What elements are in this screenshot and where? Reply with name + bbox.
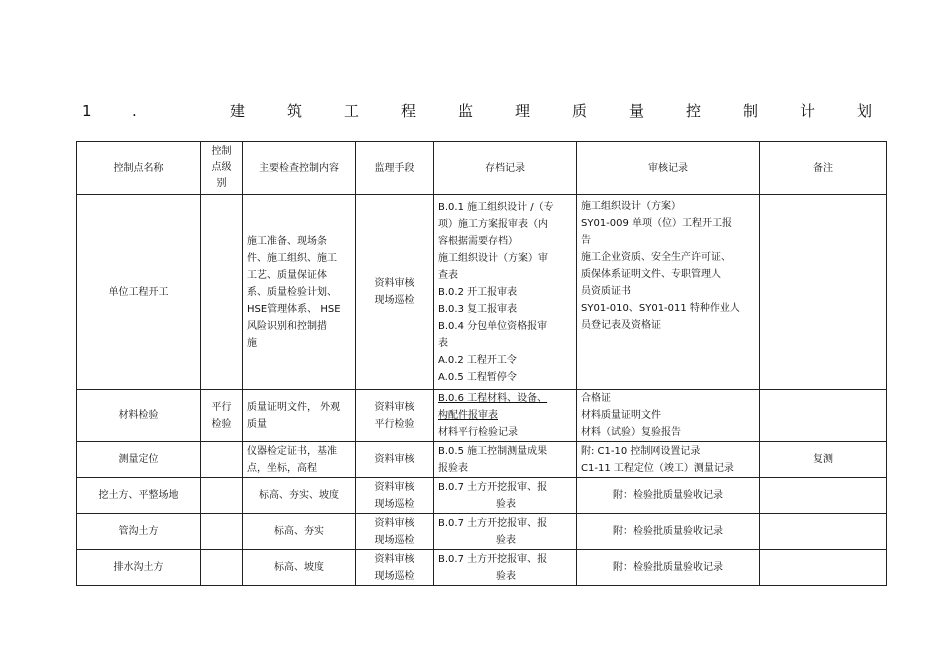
cell-remark — [760, 478, 887, 514]
title-char: 控 — [686, 102, 702, 120]
cell-level: 平行 检验 — [201, 390, 243, 442]
cell-remark — [760, 390, 887, 442]
cell-archive: B.0.7 土方开挖报审、报 验表 — [434, 550, 577, 586]
cell-content: 标高、夯实 — [243, 514, 356, 550]
cell-level — [201, 442, 243, 478]
table-row — [77, 195, 887, 390]
title-char: 质 — [572, 102, 588, 120]
cell-remark — [760, 550, 887, 586]
title-char: 制 — [743, 102, 759, 120]
title-number: 1 — [82, 102, 92, 120]
cell-content: 仪器检定证书，基准 点，坐标，高程 — [243, 442, 356, 478]
table-row — [77, 550, 887, 586]
cell-archive: B.0.5 施工控制测量成果 报验表 — [434, 442, 577, 478]
title-char: 建 — [230, 102, 246, 120]
title-char: 量 — [629, 102, 645, 120]
cell-method: 资料审核 现场巡检 — [356, 550, 434, 586]
cell-name: 排水沟土方 — [77, 550, 201, 586]
cell-remark: 复测 — [760, 442, 887, 478]
title-dot: . — [132, 102, 137, 120]
header-content: 主要检查控制内容 — [243, 142, 356, 195]
cell-archive: B.0.1 施工组织设计 /（专 项）施工方案报审表（内 容根据需要存档） 施工组织设计（方案）审 查表 B.0.2 开工报审表 B.0.3 复工报审表 B.0.4 分包单位资格报审 表 A.0.2 工程开工令 A.0.5 工程暂停令 — [434, 195, 577, 390]
table-row — [77, 442, 887, 478]
cell-review: 附: C1-10 控制网设置记录 C1-11 工程定位（竣工）测量记录 — [577, 442, 760, 478]
quality-control-table — [76, 141, 887, 586]
table-header-row — [77, 142, 887, 195]
cell-method: 资料审核 现场巡检 — [356, 514, 434, 550]
cell-content: 标高、坡度 — [243, 550, 356, 586]
cell-archive: B.0.7 土方开挖报审、报 验表 — [434, 514, 577, 550]
cell-content: 标高、夯实、坡度 — [243, 478, 356, 514]
cell-content: 施工准备、现场条 件、施工组织、施工 工艺、质量保证体 系、质量检验计划、 HSE管理体系、 HSE 风险识别和控制措 施 — [243, 195, 356, 390]
title-char: 划 — [857, 102, 873, 120]
header-method: 监理手段 — [356, 142, 434, 195]
cell-remark — [760, 195, 887, 390]
cell-review: 附：检验批质量验收记录 — [577, 514, 760, 550]
cell-method: 资料审核 平行检验 — [356, 390, 434, 442]
cell-level — [201, 550, 243, 586]
cell-method: 资料审核 现场巡检 — [356, 195, 434, 390]
title-char: 工 — [344, 102, 360, 120]
header-archive: 存档记录 — [434, 142, 577, 195]
title-char: 筑 — [287, 102, 303, 120]
header-review: 审核记录 — [577, 142, 760, 195]
cell-review: 附：检验批质量验收记录 — [577, 478, 760, 514]
table-row — [77, 390, 887, 442]
cell-name: 测量定位 — [77, 442, 201, 478]
cell-level — [201, 514, 243, 550]
cell-archive: B.0.7 土方开挖报审、报 验表 — [434, 478, 577, 514]
header-name: 控制点名称 — [77, 142, 201, 195]
table-row — [77, 514, 887, 550]
cell-name: 挖土方、平整场地 — [77, 478, 201, 514]
cell-method: 资料审核 — [356, 442, 434, 478]
title-char: 计 — [800, 102, 816, 120]
cell-review: 附：检验批质量验收记录 — [577, 550, 760, 586]
title-char: 监 — [458, 102, 474, 120]
title-char: 理 — [515, 102, 531, 120]
cell-level — [201, 478, 243, 514]
title-char: 程 — [401, 102, 417, 120]
cell-level — [201, 195, 243, 390]
document-title — [82, 101, 872, 121]
header-remark: 备注 — [760, 142, 887, 195]
cell-remark — [760, 514, 887, 550]
cell-content: 质量证明文件， 外观 质量 — [243, 390, 356, 442]
cell-archive: B.0.6 工程材料、设备、 构配件报审表 材料平行检验记录 — [434, 390, 577, 442]
cell-review: 施工组织设计（方案） SY01-009 单项（位）工程开工报 告 施工企业资质、安全生产许可证、 质保体系证明文件、专职管理人 员资质证书 SY01-010、SY01-011 特种作业人 员登记表及资格证 — [577, 195, 760, 390]
table-row — [77, 478, 887, 514]
cell-review: 合格证 材料质量证明文件 材料（试验）复验报告 — [577, 390, 760, 442]
cell-name: 管沟土方 — [77, 514, 201, 550]
cell-name: 材料检验 — [77, 390, 201, 442]
cell-name: 单位工程开工 — [77, 195, 201, 390]
cell-method: 资料审核 现场巡检 — [356, 478, 434, 514]
header-level: 控制 点级 别 — [201, 142, 243, 195]
